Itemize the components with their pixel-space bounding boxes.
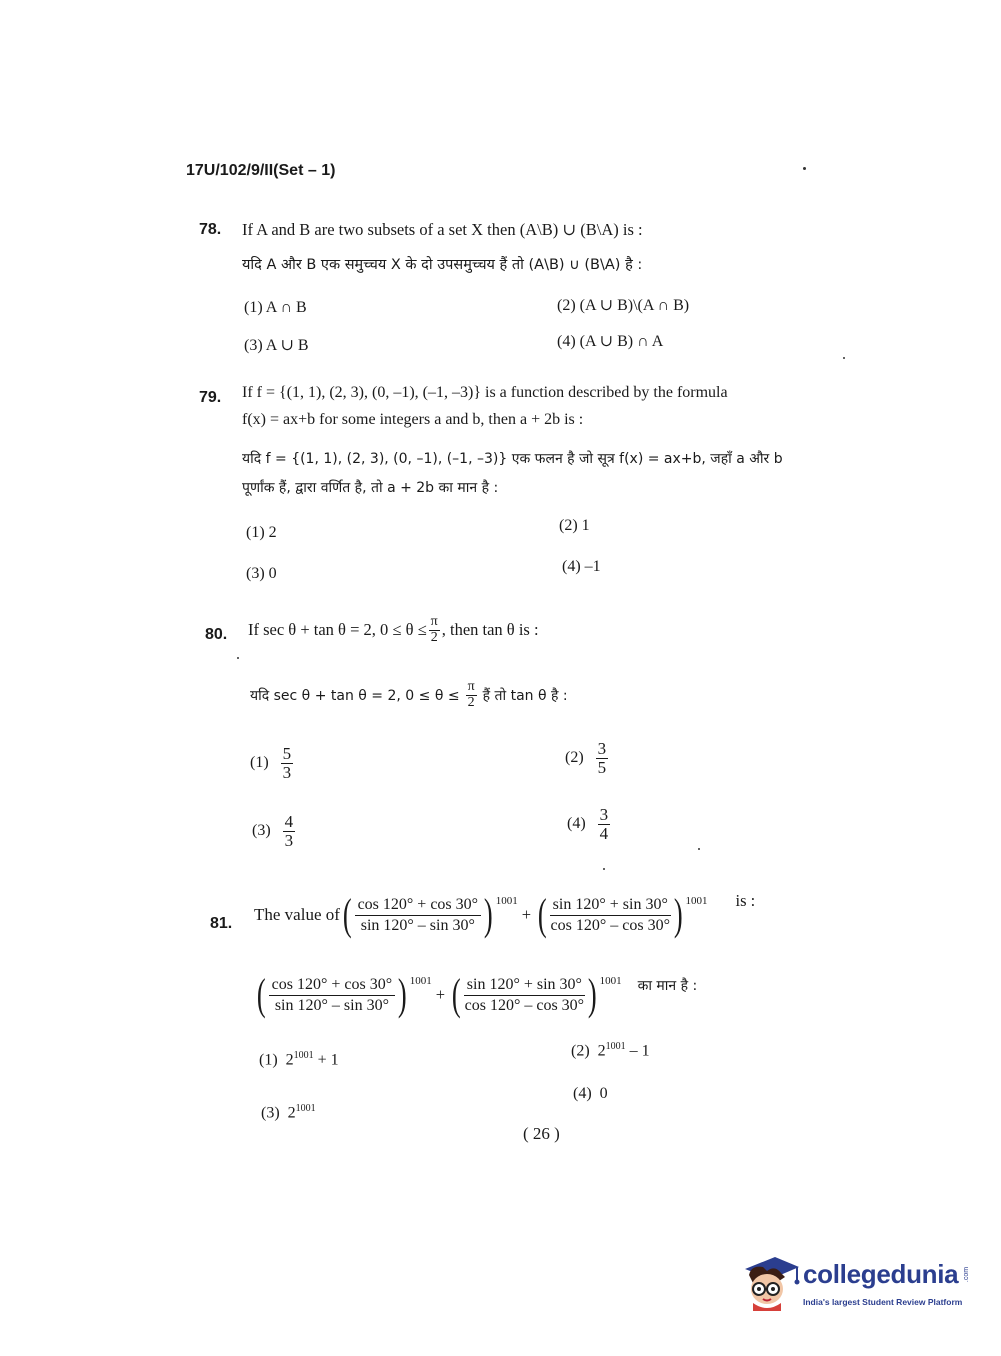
fraction-denominator: 5 [597, 757, 607, 777]
option-exponent: 1001 [293, 1050, 314, 1061]
fraction-denominator: 3 [282, 762, 292, 782]
option-fraction [283, 813, 296, 850]
option-base: 2 [287, 1104, 296, 1122]
q80-option-4 [567, 806, 610, 843]
option-fraction [598, 806, 611, 843]
q80-hindi-prefix: यदि sec θ + tan θ = 2, 0 ≤ θ ≤ [250, 687, 460, 704]
scan-speck [603, 868, 605, 870]
plus-sign: + [435, 985, 446, 1004]
expression-term-1: ( $\frac{\cos 120^\circ + \cos 30^\circ}{\sin 120^\circ - \sin 30^\circ}$ ) 1001 [342, 890, 518, 939]
cos-sin-fraction [355, 895, 481, 934]
q78-option-3: (3) A ∪ B [244, 337, 309, 354]
fraction-numerator: 3 [599, 805, 609, 824]
fraction-denominator: 3 [284, 830, 294, 850]
q78-option-2: (2) (A ∪ B)\(A ∩ B) [557, 297, 690, 314]
plus-sign: + [521, 905, 532, 924]
question-78-english: If A and B are two subsets of a set X then (A\B) ∪ (B\A) is : [242, 220, 643, 239]
question-78-hindi: यदि A और B एक समुच्चय X के दो उपसमुच्चय हैं तो (A\B) ∪ (B\A) है : [242, 257, 643, 273]
fraction-numerator: 4 [284, 812, 294, 831]
scan-speck [843, 357, 845, 359]
q81-hindi-suffix: का मान है : [637, 977, 698, 994]
scan-speck [237, 657, 239, 659]
fraction-numerator: π [467, 679, 475, 694]
fraction-denominator: sin 120° – sin 30° [274, 996, 389, 1014]
option-base: 2 [597, 1042, 606, 1060]
question-79-english-line-2: f(x) = ax+b for some integers a and b, then a + 2b is : [242, 411, 584, 428]
exponent: 1001 [495, 895, 518, 907]
fraction-numerator: 5 [282, 744, 292, 763]
collegedunia-logo[interactable] [741, 1251, 971, 1315]
option-label: (2) [571, 1042, 590, 1060]
exponent: 1001 [685, 895, 708, 907]
mascot-icon [741, 1251, 801, 1311]
fraction-denominator: cos 120° – cos 30° [464, 996, 585, 1014]
question-80-hindi [250, 680, 568, 710]
logo-tagline: India's largest Student Review Platform [803, 1297, 963, 1307]
q78-option-1: (1) A ∩ B [244, 299, 307, 316]
expression-term-2: ( $\frac{\sin 120^\circ + \sin 30^\circ}{\cos 120^\circ - \cos 30^\circ}$ ) 1001 [537, 890, 708, 939]
question-number-78: 78. [199, 221, 222, 238]
option-exponent: 1001 [295, 1103, 316, 1114]
exponent: 1001 [409, 975, 432, 987]
exponent: 1001 [599, 975, 622, 987]
question-80-english [248, 615, 539, 645]
cos-sin-fraction [269, 975, 395, 1014]
q80-option-1 [250, 745, 293, 782]
option-label: (1) [259, 1051, 278, 1069]
q81-option-2 [571, 1041, 650, 1060]
q80-option-2 [565, 740, 608, 777]
option-label: (4) [567, 815, 586, 833]
pi-over-2-fraction [466, 680, 477, 710]
option-label: (3) [252, 822, 271, 840]
page-number: ( 26 ) [523, 1124, 560, 1143]
option-base: 0 [599, 1085, 608, 1102]
fraction-denominator: 4 [599, 823, 609, 843]
option-tail: + 1 [313, 1051, 339, 1069]
q79-option-4: (4) –1 [562, 558, 601, 575]
expression-term-2: ( $\frac{\sin 120^\circ + \sin 30^\circ}{\cos 120^\circ - \cos 30^\circ}$ ) 1001 [452, 970, 622, 1019]
option-label: (4) [573, 1085, 592, 1102]
fraction-numerator: 3 [597, 739, 607, 758]
q81-option-4 [573, 1085, 608, 1103]
expression-term-1: ( $\frac{\cos 120^\circ + \cos 30^\circ}{\sin 120^\circ - \sin 30^\circ}$ ) 1001 [256, 970, 432, 1019]
fraction-numerator: sin 120° + sin 30° [550, 895, 671, 915]
q80-option-3 [252, 813, 295, 850]
q81-english-suffix: is : [735, 891, 756, 910]
question-number-79: 79. [199, 389, 222, 406]
document-code: 17U/102/9/II(Set – 1) [186, 162, 336, 179]
q79-option-1: (1) 2 [246, 524, 277, 541]
pi-over-2-fraction [429, 615, 440, 645]
fraction-numerator: π [430, 614, 438, 629]
fraction-numerator: cos 120° + cos 30° [355, 895, 481, 915]
question-number-81: 81. [210, 915, 233, 932]
option-exponent: 1001 [605, 1041, 626, 1052]
question-81-hindi [254, 962, 697, 1028]
question-79-hindi-line-2: पूर्णांक हैं, द्वारा वर्णित है, तो a + 2b का मान है : [242, 480, 499, 496]
fraction-denominator: 2 [467, 694, 475, 710]
q80-english-suffix: , then tan θ is : [441, 620, 539, 640]
logo-wordmark: collegedunia [803, 1259, 959, 1289]
fraction-denominator: 2 [430, 629, 438, 645]
q80-english-prefix: If sec θ + tan θ = 2, 0 ≤ θ ≤ [248, 620, 427, 640]
q81-option-1 [259, 1050, 339, 1069]
q81-english-prefix: The value of [254, 905, 340, 924]
logo-dotcom: .com [963, 1266, 971, 1283]
sin-cos-fraction [550, 895, 671, 934]
q81-option-3 [261, 1103, 316, 1122]
option-tail: – 1 [625, 1042, 650, 1060]
fraction-denominator: cos 120° – cos 30° [550, 916, 670, 934]
question-number-80: 80. [205, 626, 228, 643]
option-fraction [281, 745, 294, 782]
fraction-numerator: sin 120° + sin 30° [464, 975, 585, 995]
q78-option-4: (4) (A ∪ B) ∩ A [557, 333, 664, 350]
fraction-numerator: cos 120° + cos 30° [269, 975, 395, 995]
question-81-english [254, 880, 755, 950]
question-79-english-line-1: If f = {(1, 1), (2, 3), (0, –1), (–1, –3)} is a function described by the formula [242, 384, 728, 401]
option-label: (3) [261, 1104, 280, 1122]
option-label: (2) [565, 749, 584, 767]
option-label: (1) [250, 754, 269, 772]
scan-speck [698, 848, 700, 850]
q80-hindi-suffix: हैं तो tan θ है : [482, 687, 568, 704]
fraction-denominator: sin 120° – sin 30° [360, 916, 475, 934]
sin-cos-fraction [464, 975, 585, 1014]
q79-option-3: (3) 0 [246, 565, 277, 582]
option-fraction [596, 740, 609, 777]
option-base: 2 [285, 1051, 294, 1069]
question-79-hindi-line-1: यदि f = {(1, 1), (2, 3), (0, –1), (–1, –3)} एक फलन है जो सूत्र f(x) = ax+b, जहाँ a और b [242, 451, 783, 467]
scan-speck [803, 167, 806, 170]
q79-option-2: (2) 1 [559, 517, 590, 534]
